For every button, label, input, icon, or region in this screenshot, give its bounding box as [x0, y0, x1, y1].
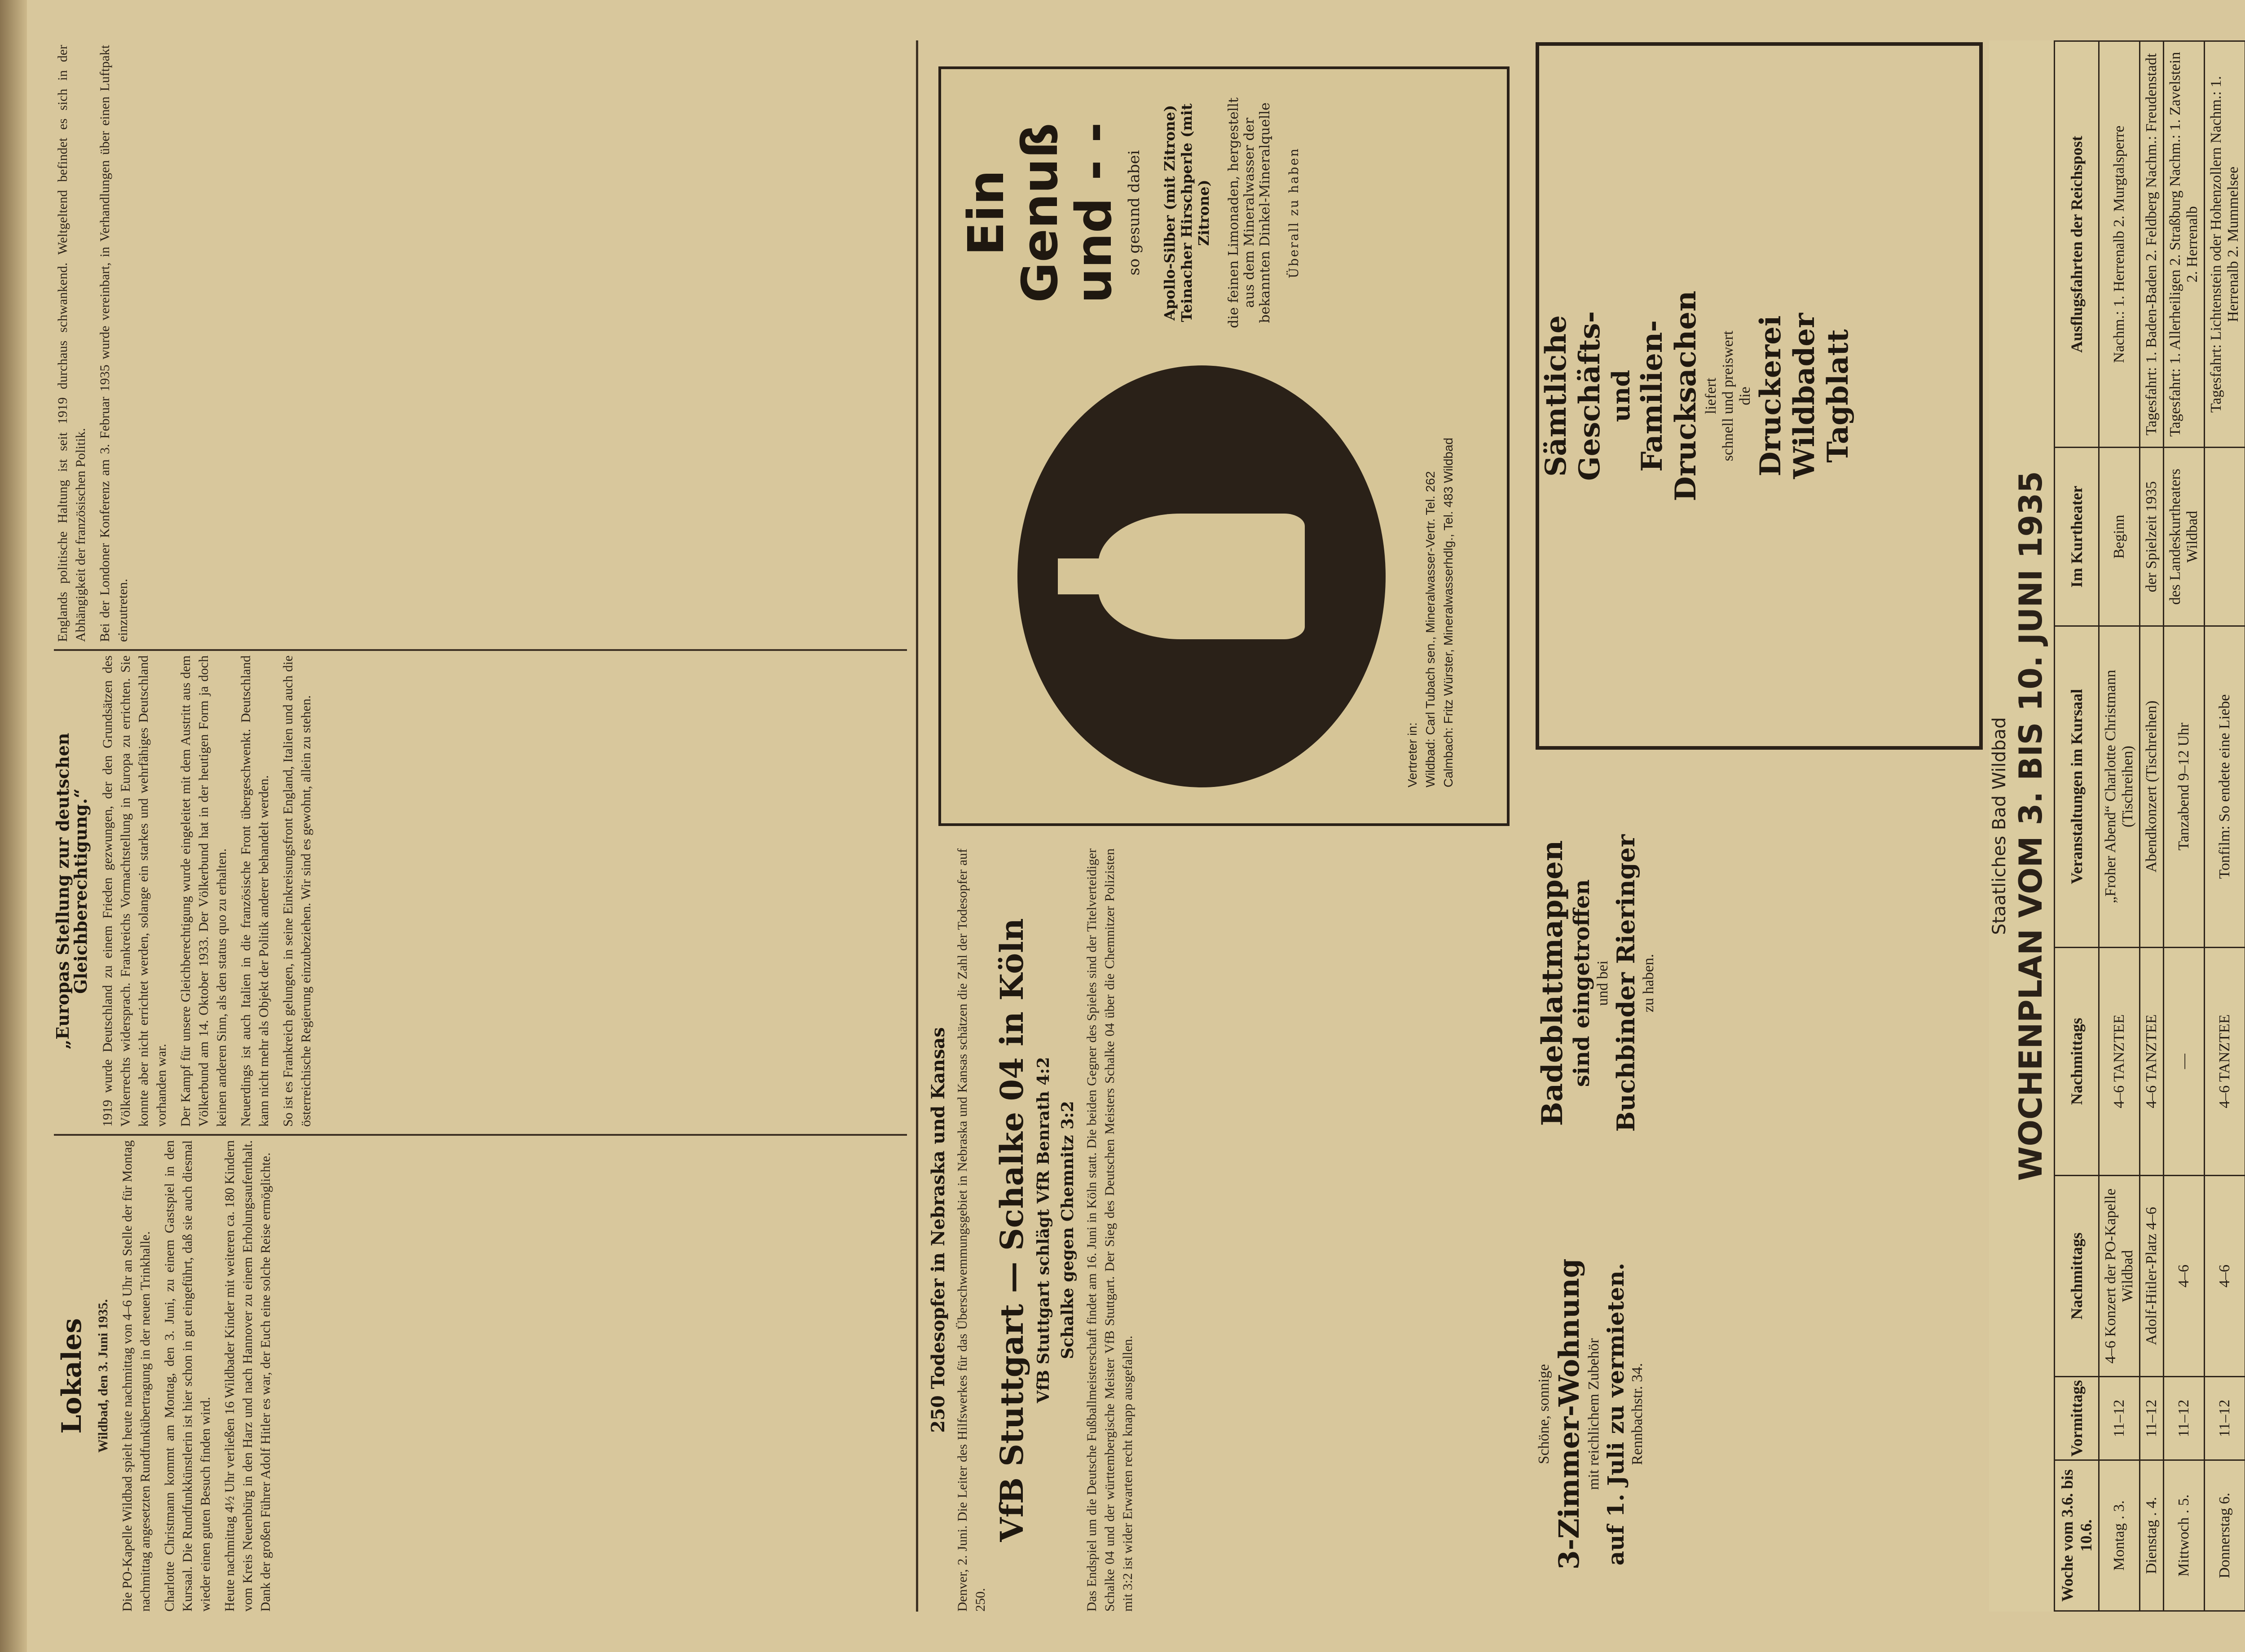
cell-ks-ab: Tanzabend 9–12 Uhr	[2164, 626, 2205, 947]
mineral-water-ad	[938, 66, 1510, 826]
ad-line: auf 1. Juli zu vermieten.	[1602, 1262, 1629, 1566]
cell-theater: der Spielzeit 1935	[2140, 448, 2164, 626]
ad-line: Badeblattmappen	[1536, 840, 1569, 1126]
wochenplan-title: WOCHENPLAN VOM 3. BIS 10. JUNI 1935	[2012, 471, 2049, 1181]
cell-ks-ab: Tonfilm: So endete eine Liebe	[2205, 626, 2245, 947]
ad-line: Drucksachen	[1669, 290, 1703, 501]
cell-vm: 11–12	[2205, 1377, 2245, 1460]
cell-ks-nm: —	[2164, 947, 2205, 1175]
europa-paragraph: Der Kampf für unsere Gleichberechtigung wurde eingeleitet mit dem Austritt aus dem Völkerbund am 14. Oktober 1933. Der Völkerbund hat in der heutigen Form ja doch keinen anderen Sinn, als den status quo zu erhalten.	[178, 655, 229, 1127]
flood-heading: 250 Todesopfer in Nebraska und Kansas	[928, 1027, 949, 1433]
bottle-illustration	[1017, 365, 1386, 787]
cell-ausflug: Tagesfahrt: 1. Baden-Baden 2. Feldberg Nachm.: Freudenstadt	[2140, 41, 2164, 448]
cell-ausflug: Nachm.: 1. Herrenalb 2. Murgtalsperre	[2099, 41, 2140, 448]
europa-article	[54, 655, 907, 1127]
ad-line: Tagblatt	[1821, 329, 1855, 463]
ad-headline: und - -	[1065, 122, 1122, 303]
cell-vm: 11–12	[2140, 1377, 2164, 1460]
ad-line: liefert	[1703, 378, 1719, 414]
cell-ks-nm: 4–6 TANZTEE	[2099, 947, 2140, 1175]
sport-column	[929, 848, 1513, 1612]
table-row	[2099, 41, 2140, 1611]
col-ks-nm: Nachmittags	[2055, 947, 2099, 1175]
column-rule	[54, 1134, 907, 1136]
wochenplan-org: Staatliches Bad Wildbad	[1989, 717, 2010, 935]
cell-day: Dienstag . 4.	[2140, 1460, 2164, 1611]
cell-ausflug: Tagesfahrt: 1. Allerheiligen 2. Straßburg Nachm.: 1. Zavelstein 2. Herrenalb	[2164, 41, 2205, 448]
ad-line: mit reichlichem Zubehör	[1585, 1338, 1602, 1490]
ad-headline: Ein Genuß	[957, 123, 1069, 303]
ad-line: Rennbachstr. 34.	[1629, 1363, 1646, 1465]
europa-heading: „Europas Stellung zur deutschen Gleichberechtigung.“	[53, 733, 91, 1050]
ad-products: Apollo-Silber (mit Zitrone) Teinacher Hirschperle (mit Zitrone)	[1161, 103, 1212, 322]
cell-day: Donnerstag 6.	[2205, 1460, 2245, 1611]
england-article	[54, 45, 907, 642]
col-ausflug: Ausflugsfahrten der Reichspost	[2055, 41, 2099, 448]
cell-theater	[2205, 448, 2245, 626]
europa-paragraph: So ist es Frankreich gelungen, in seine Einkreisungsfront England, Italien und auch die österreichische Regierung einzubeziehen. Wir sind es gewohnt, allein zu stehen.	[281, 655, 313, 1127]
apartment-ad	[1536, 1217, 1985, 1612]
table-row	[2164, 41, 2205, 1611]
cell-ks-nm: 4–6 TANZTEE	[2140, 947, 2164, 1175]
local-paragraph: Charlotte Christmann kommt am Montag, den 3. Juni, zu einem Gastspiel in den Kursaal. Die Rundfunkkünstlerin ist hier schon in gut eingeführt, daß sie auch diesmal wieder einen guten Besuch finden wird.	[162, 1140, 213, 1612]
cell-day: Mittwoch . 5.	[2164, 1460, 2205, 1611]
cell-ausflug: Tagesfahrt: Lichtenstein oder Hohenzollern Nachm.: 1. Herrenalb 2. Mummelsee	[2205, 41, 2245, 448]
cell-nm: 4–6 Konzert der PO-Kapelle Wildbad	[2099, 1175, 2140, 1376]
cell-vm: 11–12	[2099, 1377, 2140, 1460]
ad-line: 3-Zimmer-Wohnung	[1553, 1258, 1585, 1570]
ad-line: und	[1607, 369, 1635, 422]
sport-subline: Schalke gegen Chemnitz 3:2	[1058, 1101, 1077, 1359]
col-vm: Vormittags	[2055, 1377, 2099, 1460]
cell-theater: des Landeskurtheaters Wildbad	[2164, 448, 2205, 626]
ad-line: und bei	[1594, 960, 1611, 1006]
sport-text: Das Endspiel um die Deutsche Fußballmeisterschaft findet am 16. Juni in Köln statt. Die beiden Gegner des Spieles sind der Titelverteidiger Schalke 04 und der württembergische Meister VfB Stuttgart. Der Sieg des Deutschen Meisters Schalke 04 über die Chemnitzer Polizisten mit 3:2 ist wider Erwarten recht knapp ausgefallen.	[1084, 848, 1135, 1612]
wochenplan-table	[2054, 40, 2245, 1612]
ad-line: Sämtliche	[1539, 315, 1573, 477]
ad-line: Familien-	[1635, 320, 1669, 472]
flood-text: Denver, 2. Juni. Die Leiter des Hilfswerkes für das Überschwemmungsgebiet in Nebraska und Kansas schätzen die Zahl der Todesopfer auf 250.	[955, 848, 988, 1612]
cell-theater: Beginn	[2099, 448, 2140, 626]
ad-line: zu haben.	[1640, 953, 1657, 1013]
cell-nm: Adolf-Hitler-Platz 4–6	[2140, 1175, 2164, 1376]
table-row	[2140, 41, 2164, 1611]
local-paragraph: Die PO-Kapelle Wildbad spielt heute nachmittag von 4–6 Uhr an Stelle der für Montag nachmittag angesetzten Rundfunkübertragung in der neuen Trinkhalle.	[120, 1140, 153, 1612]
cell-nm: 4–6	[2164, 1175, 2205, 1376]
ad-line: Druckerei	[1754, 315, 1787, 477]
local-dateline: Wildbad, den 3. Juni 1935.	[96, 1299, 110, 1453]
col-theater: Im Kurtheater	[2055, 448, 2099, 626]
wochenplan	[1989, 40, 2245, 1612]
badeblatt-ad	[1536, 759, 1985, 1208]
local-paragraph: Heute nachmittag 4½ Uhr verließen 16 Wildbader Kinder mit weiteren ca. 180 Kindern vom Kreis Neuenbürg in den Harz und nach Hannover zu einem Erholungsaufenthalt. Dank der großen Führer Adolf Hitler es war, der Euch eine solche Reise ermöglichte.	[222, 1140, 273, 1612]
ad-availability: Überall zu haben	[1286, 147, 1301, 278]
ad-line: sind eingetroffen	[1569, 879, 1594, 1087]
local-news-column	[54, 1140, 907, 1612]
druckerei-ad	[1536, 42, 1983, 750]
binding-edge	[0, 0, 27, 1652]
local-heading: Lokales	[56, 1318, 88, 1434]
col-nm: Nachmittags	[2055, 1175, 2099, 1376]
sport-subline: VfB Stuttgart schlägt VfR Benrath 4:2	[1034, 1057, 1053, 1403]
europa-paragraph: Neuerdings ist auch Italien in die französische Front übergeschwenkt. Deutschland kann nicht mehr als Objekt der Politik anderer behandelt werden.	[238, 655, 271, 1127]
ad-tagline: so gesund dabei	[1125, 150, 1143, 276]
cell-ks-ab: „Froher Abend“ Charlotte Christmann (Tischreihen)	[2099, 626, 2140, 947]
england-paragraph: Bei der Londoner Konferenz am 3. Februar 1935 wurde vereinbart, in Verhandlungen über einen Luftpakt einzutreten.	[97, 45, 130, 642]
cell-nm: 4–6	[2205, 1175, 2245, 1376]
england-paragraph: Englands politische Haltung ist seit 1919 durchaus schwankend. Weltgeltend befindet es sich in der Abhängigkeit der französischen Politik.	[55, 45, 88, 642]
column-rule	[54, 649, 907, 651]
ad-line: Schöne, sonnige	[1536, 1364, 1552, 1464]
ad-line: Wildbader	[1787, 313, 1821, 479]
col-ks-ab: Veranstaltungen im Kursaal	[2055, 626, 2099, 947]
cell-ks-nm: 4–6 TANZTEE	[2205, 947, 2245, 1175]
ad-line: Geschäfts-	[1573, 311, 1607, 481]
cell-day: Montag . 3.	[2099, 1460, 2140, 1611]
ad-body: die feinen Limonaden, hergestellt aus dem Mineralwasser der bekannten Dinkel-Mineralquelle	[1226, 97, 1273, 328]
ad-line: schnell und preiswert	[1720, 330, 1736, 461]
classified-area	[1536, 40, 1985, 1612]
ad-rep: Wildbad: Carl Tubach sen., Mineralwasser-Vertr. Tel. 262	[1423, 471, 1437, 787]
ad-rep-label: Vertreter in:	[1405, 722, 1419, 787]
ad-rep: Calmbach: Fritz Würster, Mineralwasserhdlg., Tel. 483 Wildbad	[1441, 437, 1455, 787]
sport-headline: VfB Stuttgart — Schalke 04 in Köln	[993, 918, 1030, 1542]
section-rule	[916, 40, 918, 1612]
table-row	[2205, 41, 2245, 1611]
europa-paragraph: 1919 wurde Deutschland zu einem Frieden gezwungen, der den Grundsätzen des Völkerrechts widersprach. Frankreichs Vormachtstellung in Europa zu errichten. Sie konnte aber nicht errichtet werden, solange ein starkes und wehrfähiges Deutschland vorhanden war.	[100, 655, 169, 1127]
col-week: Woche vom 3.6. bis 10.6.	[2055, 1460, 2099, 1611]
ad-line: Buchbinder Rieringer	[1611, 834, 1640, 1132]
ad-line: die	[1737, 387, 1753, 405]
cell-vm: 11–12	[2164, 1377, 2205, 1460]
cell-ks-ab: Abendkonzert (Tischreihen)	[2140, 626, 2164, 947]
